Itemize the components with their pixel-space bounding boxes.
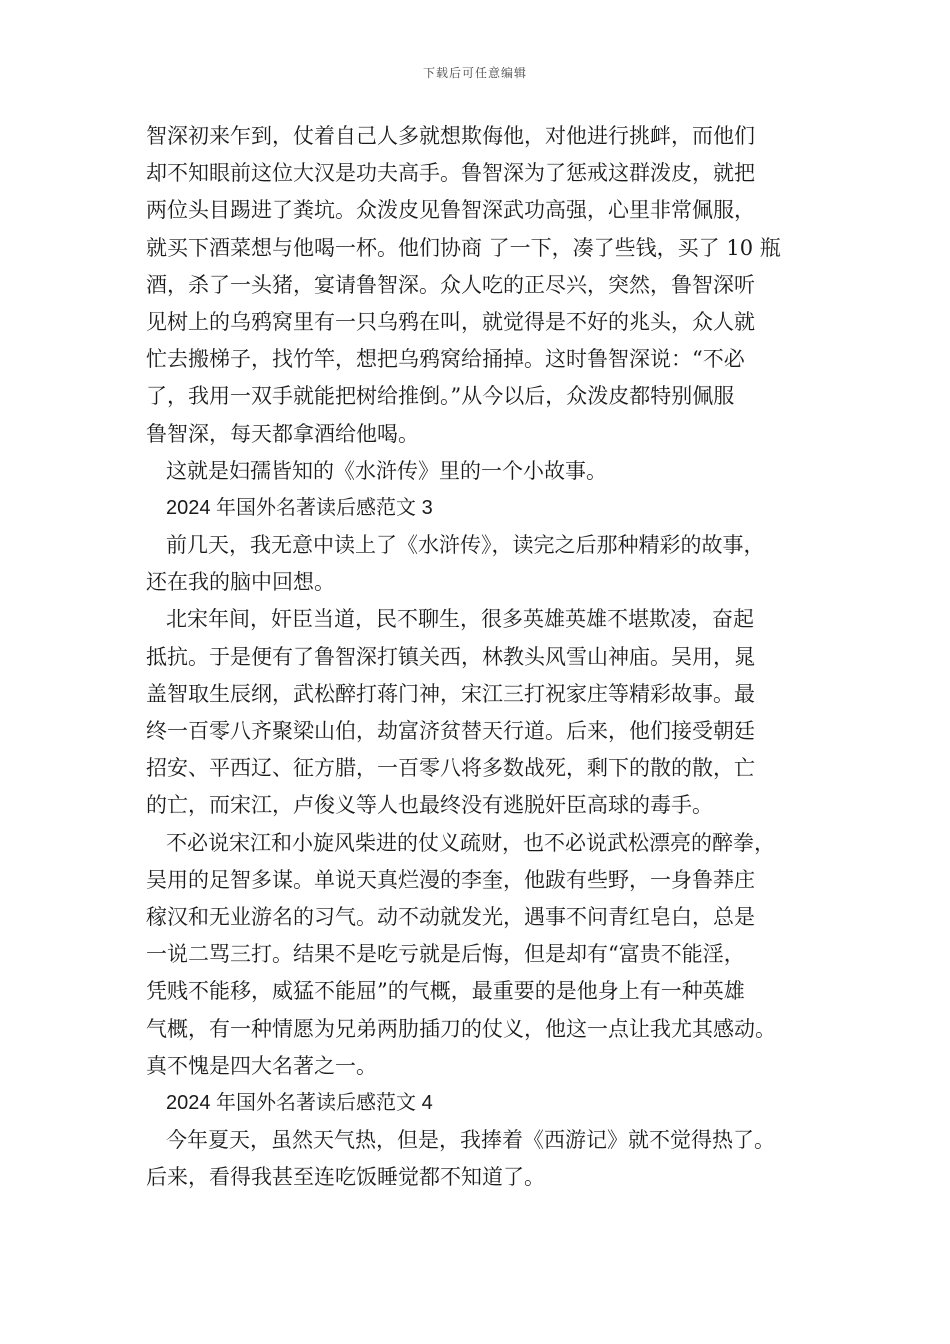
text-line: 智深初来乍到，仗着自己人多就想欺侮他，对他进行挑衅，而他们 <box>146 124 755 148</box>
text-line: 还在我的脑中回想。 <box>146 570 335 595</box>
text-line: 这就是妇孺皆知的《水浒传》里的一个小故事。 <box>166 458 607 483</box>
text-line: 招安、平西辽、征方腊，一百零八将多数战死，剩下的散的散，亡 <box>146 756 755 781</box>
text-line: 稼汉和无业游名的习气。动不动就发光，遇事不问青红皂白，总是 <box>146 904 755 929</box>
text-line: 不必说宋江和小旋风柴进的仗义疏财，也不必说武松漂亮的醉拳， <box>166 830 775 855</box>
paragraph <box>146 825 836 1085</box>
paragraph <box>146 453 836 490</box>
text-line: 后来，看得我甚至连吃饭睡觉都不知道了。 <box>146 1165 545 1190</box>
text-line: 忙去搬梯子，找竹竿，想把乌鸦窝给捅掉。这时鲁智深说：“不必 <box>146 347 745 372</box>
document-body <box>146 118 836 1196</box>
text-line: 凭贱不能移，威猛不能屈”的气概，最重要的是他身上有一种英雄 <box>146 979 745 1004</box>
text-line: 鲁智深，每天都拿酒给他喝。 <box>146 421 419 446</box>
text-line: 的亡，而宋江，卢俊义等人也最终没有逃脱奸臣高球的毒手。 <box>146 793 713 818</box>
text-line: 盖智取生辰纲，武松醉打蒋门神，宋江三打祝家庄等精彩故事。最 <box>146 681 755 706</box>
text-line: 北宋年间，奸臣当道，民不聊生，很多英雄英雄不堪欺凌，奋起 <box>166 607 754 632</box>
text-line: 抵抗。于是便有了鲁智深打镇关西，林教头风雪山神庙。吴用，晁 <box>146 644 755 669</box>
text-line: 就买下酒菜想与他喝一杯。他们协商 了一下，凑了些钱，买了 10 瓶 <box>146 235 781 260</box>
text-line: 见树上的乌鸦窝里有一只乌鸦在叫，就觉得是不好的兆头，众人就 <box>146 309 755 334</box>
paragraph <box>146 1122 836 1196</box>
text-line: 酒，杀了一头猪，宴请鲁智深。众人吃的正尽兴，突然，鲁智深听 <box>146 272 755 297</box>
text-line: 了，我用一双手就能把树给推倒。”从今以后，众泼皮都特别佩服 <box>146 384 735 409</box>
page-header: 下载后可任意编辑 <box>422 66 527 80</box>
section-heading: 2024 年国外名著读后感范文 4 <box>166 1091 433 1114</box>
text-line: 前几天，我无意中读上了《水浒传》，读完之后那种精彩的故事， <box>166 533 765 558</box>
section-heading: 2024 年国外名著读后感范文 3 <box>166 496 433 519</box>
text-line: 今年夏天，虽然天气热，但是，我捧着《西游记》就不觉得热了。 <box>166 1128 775 1153</box>
text-line: 真不愧是四大名著之一。 <box>146 1053 377 1078</box>
paragraph <box>146 527 836 601</box>
paragraph <box>146 118 836 453</box>
text-line: 却不知眼前这位大汉是功夫高手。鲁智深为了惩戒这群泼皮，就把 <box>146 161 755 186</box>
paragraph <box>146 601 836 824</box>
text-line: 两位头目踢进了粪坑。众泼皮见鲁智深武功高强，心里非常佩服， <box>146 198 755 223</box>
text-line: 气概，有一种情愿为兄弟两肋插刀的仗义，他这一点让我尤其感动。 <box>146 1016 776 1041</box>
text-line: 终一百零八齐聚梁山伯，劫富济贫替天行道。后来，他们接受朝廷 <box>146 719 755 743</box>
text-line: 吴用的足智多谋。单说天真烂漫的李奎，他跋有些野，一身鲁莽庄 <box>146 867 755 892</box>
text-line: 一说二骂三打。结果不是吃亏就是后悔，但是却有“富贵不能淫， <box>146 942 745 967</box>
